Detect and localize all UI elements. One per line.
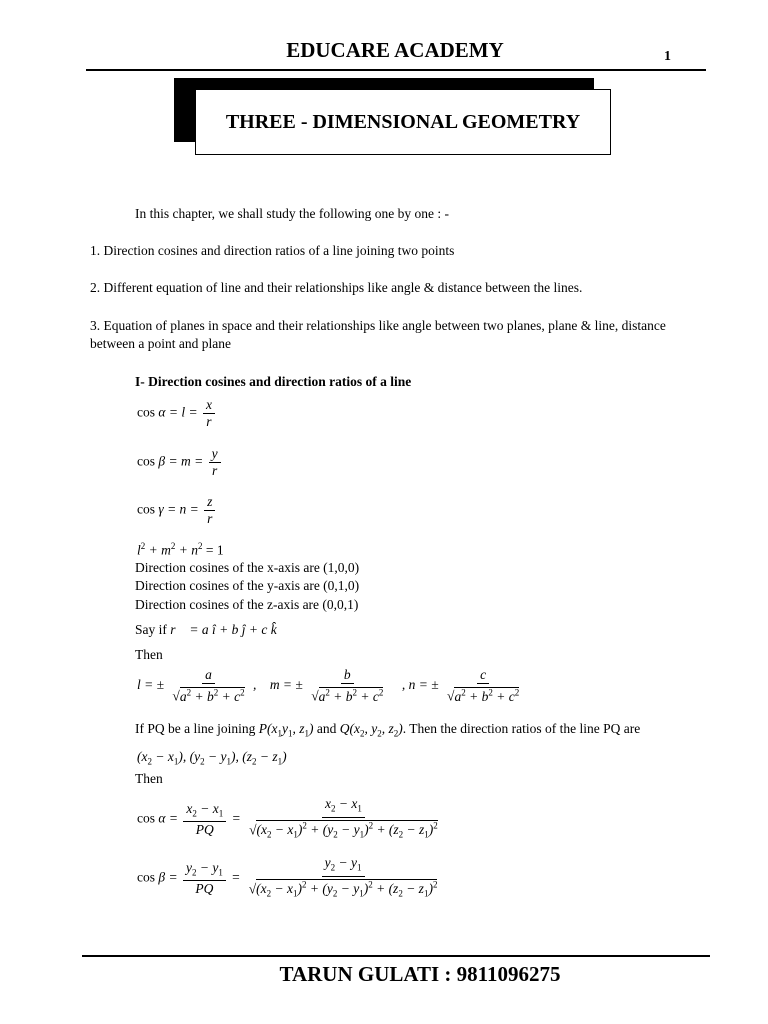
z-axis-cosines: Direction cosines of the z-axis are (0,0,1) (135, 597, 359, 612)
pq-text-and: and (316, 721, 337, 736)
formula-cos-alpha: cos α = l = $\frac{x}{r}$ (137, 398, 217, 429)
pq-line-text (135, 720, 640, 743)
formula-cos-alpha-pq: cos α = $\frac{x_2 - x_1}{PQ}$ = $\frac{x_2 - x_1}{√(x_2 - x_1)^2 + (y_2 - y_1)^2 + (z_2 - z_1)^2}$ (137, 796, 438, 840)
topic-3: 3. Equation of planes in space and their relationships like angle between two planes, plane & line, distance between a point and plane (90, 318, 666, 351)
formula-cos-gamma: cos γ = n = $\frac{z}{r}$ (137, 495, 217, 526)
formula-cos-beta: cos β = m = $\frac{y}{r}$ (137, 447, 223, 478)
page-number: 1 (664, 49, 671, 64)
topic-1: 1. Direction cosines and direction ratios of a line joining two points (90, 243, 455, 258)
footer-text: TARUN GULATI : 9811096275 (279, 962, 561, 986)
direction-ratios: $(x_2 - x_1)$, $(y_2 - y_1)$, $(z_2 - z_1)$ (137, 749, 287, 767)
formula-sum-squares: $l^2 + m^2 + n^2 = 1$ (137, 541, 224, 558)
then-label-1: Then (135, 647, 163, 662)
topic-2: 2. Different equation of line and their relationships like angle & distance between the lines. (90, 280, 583, 295)
intro-text: In this chapter, we shall study the following one by one : - (135, 206, 450, 221)
y-axis-cosines: Direction cosines of the y-axis are (0,1,0) (135, 578, 360, 593)
pq-text-b: . Then the direction ratios of the line PQ are (402, 721, 641, 736)
then-label-2: Then (135, 771, 163, 786)
say-if-label: Say if (135, 622, 167, 637)
section-heading: I- Direction cosines and direction ratios of a line (135, 374, 412, 389)
vector-r-formula: r⃗ = a î + b ĵ + c k̂ (170, 622, 277, 637)
formula-cos-beta-pq: cos β = $\frac{y_2 - y_1}{PQ}$ = $\frac{y_2 - y_1}{√(x_2 - x_1)^2 + (y_2 - y_1)^2 + (z_2 - z_1)^2}$ (137, 855, 438, 899)
chapter-title: THREE - DIMENSIONAL GEOMETRY (195, 89, 611, 155)
say-if-line (135, 621, 277, 639)
point-p: $P(x_1y_1$, $z_1$) (258, 721, 314, 739)
header-title: EDUCARE ACADEMY (286, 38, 504, 62)
header-rule (86, 69, 706, 71)
footer-rule (82, 955, 710, 957)
pq-text-a: If PQ be a line joining (135, 721, 256, 736)
x-axis-cosines: Direction cosines of the x-axis are (1,0,0) (135, 560, 360, 575)
formula-lmn: l = ± $\frac{a}{√a^2 + b^2 + c^2}$ , m = ± $\frac{b}{√a^2 + b^2 + c^2}$ , n = ± $\frac{c}{√a^2 + b^2 + c^2}$ (137, 667, 520, 704)
point-q: $Q(x_2$, $y_2$, $z_2$) (339, 721, 403, 739)
